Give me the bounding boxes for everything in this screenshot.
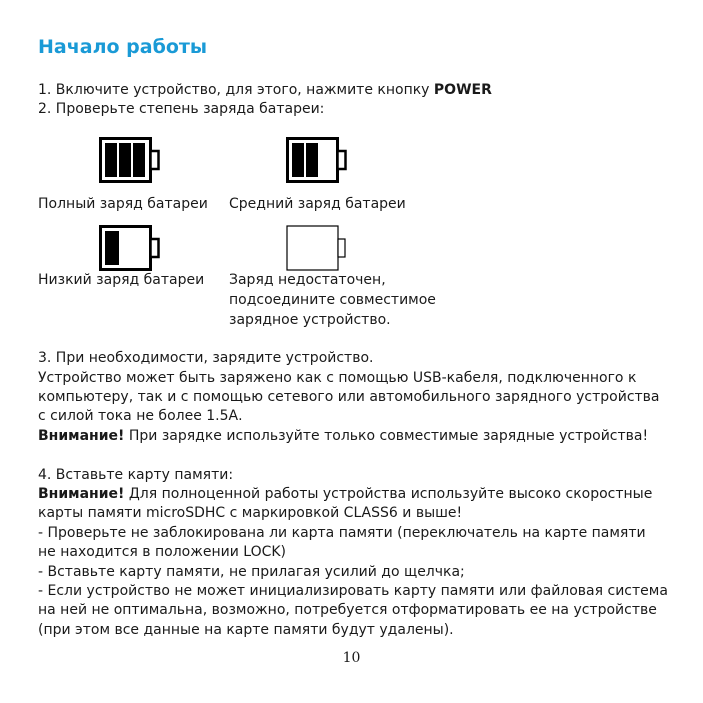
step-4-line-9: (при этом все данные на карте памяти будут удалены). [38, 622, 454, 638]
step-3-warning-label: Внимание! [38, 428, 125, 444]
step-1 [38, 81, 492, 100]
battery-medium-icon [286, 137, 348, 183]
step-3-line-2: Устройство может быть заряжено как с помощью USB-кабеля, подключенного к [38, 370, 637, 386]
step-1-text: 1. Включите устройство, для этого, нажмите кнопку [38, 82, 434, 98]
page-title: Начало работы [38, 36, 208, 58]
battery-empty-caption-line-2: подсоедините совместимое [229, 292, 436, 308]
battery-full-icon [99, 137, 161, 183]
step-4-warning-text: Для полноценной работы устройства используйте высоко скоростные [124, 486, 653, 502]
step-4-line-8: на ней не оптимальна, возможно, потребуется отформатировать ее на устройстве [38, 602, 657, 618]
power-button-label: POWER [433, 82, 492, 98]
step-4-line-5: не находится в положении LOCK) [38, 544, 287, 560]
step-2: 2. Проверьте степень заряда батареи: [38, 101, 325, 117]
step-4-line-4: - Проверьте не заблокирована ли карта памяти (переключатель на карте памяти [38, 525, 646, 541]
battery-low-caption: Низкий заряд батареи [38, 272, 205, 288]
battery-low-icon [99, 225, 161, 271]
step-4-line-3: карты памяти microSDHC с маркировкой CLASS6 и выше! [38, 505, 463, 521]
step-4-line-1: 4. Вставьте карту памяти: [38, 467, 234, 483]
battery-empty-caption-line-3: зарядное устройство. [229, 312, 391, 328]
step-4-line-7: - Если устройство не может инициализировать карту памяти или файловая система [38, 583, 668, 599]
step-3-line-1: 3. При необходимости, зарядите устройство. [38, 350, 374, 366]
step-3-warning [38, 427, 648, 446]
step-4-warning [38, 485, 652, 504]
battery-empty-icon [286, 225, 348, 271]
battery-empty-caption-line-1: Заряд недостаточен, [229, 272, 386, 288]
step-4-warning-label: Внимание! [38, 486, 125, 502]
battery-full-caption: Полный заряд батареи [38, 196, 208, 212]
step-3-line-3: компьютеру, так и с помощью сетевого или автомобильного зарядного устройства [38, 389, 660, 405]
step-3-line-4: с силой тока не более 1.5А. [38, 408, 243, 424]
page-number: 10 [342, 650, 361, 666]
step-4-line-6: - Вставьте карту памяти, не прилагая усилий до щелчка; [38, 564, 465, 580]
battery-medium-caption: Средний заряд батареи [229, 196, 406, 212]
step-3-warning-text: При зарядке используйте только совместимые зарядные устройства! [124, 428, 649, 444]
